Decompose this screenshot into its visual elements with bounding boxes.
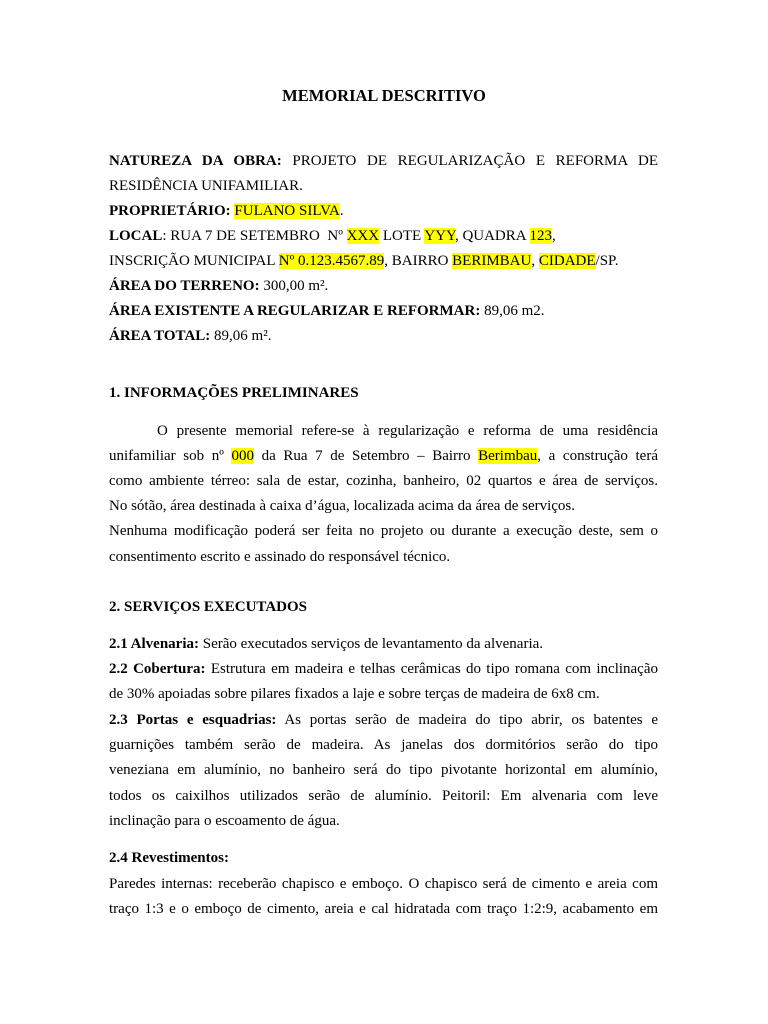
area-total-label: ÁREA TOTAL: xyxy=(109,328,211,344)
item-2-2-line-1 xyxy=(109,659,658,679)
item-2-3-text-1: As portas serão de madeira do tipo abrir, os batentes e xyxy=(276,712,658,728)
proprietario-value: FULANO SILVA xyxy=(234,203,340,219)
section-1-p1-line-2 xyxy=(109,446,658,466)
section-1-p2-line-1: Nenhuma modificação poderá ser feita no projeto ou durante a execução deste, sem o xyxy=(109,523,658,539)
item-2-4-label: 2.4 Revestimentos: xyxy=(109,850,229,866)
inscricao-line: INSCRIÇÃO MUNICIPAL Nº 0.123.4567.89, BAIRRO BERIMBAU, CIDADE/SP. xyxy=(109,253,619,269)
area-existente-line xyxy=(109,301,658,321)
item-2-4-line-2: traço 1:3 e o emboço de cimento, areia e cal hidratada com traço 1:2:9, acabamento em xyxy=(109,901,658,917)
item-2-3-line-1 xyxy=(109,710,658,730)
local-line: LOCAL: RUA 7 DE SETEMBRO Nº XXX LOTE YYY, QUADRA 123, xyxy=(109,228,556,244)
item-2-2-text-1: Estrutura em madeira e telhas cerâmicas do tipo romana com inclinação xyxy=(205,661,658,677)
item-2-4-heading xyxy=(109,848,658,868)
local-quadra-label: , QUADRA xyxy=(454,228,530,244)
natureza-line-2: RESIDÊNCIA UNIFAMILIAR. xyxy=(109,178,303,194)
proprietario-label: PROPRIETÁRIO: xyxy=(109,203,231,219)
natureza-line-1 xyxy=(109,151,658,171)
section-2-heading xyxy=(109,597,658,617)
area-total-line xyxy=(109,326,658,346)
proprietario-line: PROPRIETÁRIO: FULANO SILVA. xyxy=(109,203,344,219)
section-1-p1-line-3: como ambiente térreo: sala de estar, cozinha, banheiro, 02 quartos e área de serviços. xyxy=(109,473,658,489)
section-1-heading xyxy=(109,383,658,403)
area-existente-value: 89,06 m2. xyxy=(480,303,545,319)
section-1-p2-line-2: consentimento escrito e assinado do responsável técnico. xyxy=(109,549,451,565)
local-lote-label: LOTE xyxy=(379,228,425,244)
section-1-p1-line-4: No sótão, área destinada à caixa d’água, localizada acima da área de serviços. xyxy=(109,498,576,514)
local-label: LOCAL xyxy=(109,228,163,244)
inscricao-value: Nº 0.123.4567.89 xyxy=(278,253,385,269)
inscricao-label: INSCRIÇÃO MUNICIPAL xyxy=(109,253,279,269)
item-2-2-label: 2.2 Cobertura: xyxy=(109,661,206,677)
local-quadra: 123 xyxy=(529,228,553,244)
area-terreno-value: 300,00 m². xyxy=(259,278,329,294)
cidade-suffix: /SP. xyxy=(595,253,619,269)
p1-text-a: unifamiliar sob nº xyxy=(109,448,232,464)
area-terreno-label: ÁREA DO TERRENO: xyxy=(109,278,260,294)
document-title: MEMORIAL DESCRITIVO xyxy=(282,86,486,105)
item-2-2-line-2: de 30% apoiadas sobre pilares fixados a laje e sobre terças de madeira de 6x8 cm. xyxy=(109,686,600,702)
section-1-p1-line-1: O presente memorial refere-se à regularização e reforma de uma residência xyxy=(157,423,658,439)
item-2-4-line-1: Paredes internas: receberão chapisco e emboço. O chapisco será de cimento e areia com xyxy=(109,876,658,892)
item-2-3-line-4: todos os caixilhos utilizados serão de alumínio. Peitoril: Em alvenaria com leve xyxy=(109,788,658,804)
cidade-value: CIDADE xyxy=(538,253,596,269)
p1-bairro: Berimbau xyxy=(478,448,538,464)
area-existente-label: ÁREA EXISTENTE A REGULARIZAR E REFORMAR: xyxy=(109,303,481,319)
p1-text-c: , a construção terá xyxy=(537,448,658,464)
bairro-label: , BAIRRO xyxy=(384,253,453,269)
p1-numero: 000 xyxy=(231,448,254,464)
item-2-1 xyxy=(109,634,658,654)
section-2-heading-text: 2. SERVIÇOS EXECUTADOS xyxy=(109,599,307,615)
local-street: : RUA 7 DE SETEMBRO Nº xyxy=(162,228,347,244)
area-terreno-line xyxy=(109,276,658,296)
area-total-value: 89,06 m². xyxy=(210,328,272,344)
p1-text-b: da Rua 7 de Setembro – Bairro xyxy=(253,448,479,464)
local-numero: XXX xyxy=(346,228,380,244)
local-lote: YYY xyxy=(424,228,455,244)
item-2-3-line-3: veneziana em alumínio, no banheiro será do tipo pivotante horizontal em alumínio, xyxy=(109,762,658,778)
item-2-1-label: 2.1 Alvenaria: xyxy=(109,636,199,652)
item-2-3-label: 2.3 Portas e esquadrias: xyxy=(109,712,277,728)
natureza-label: NATUREZA DA OBRA: xyxy=(109,153,282,169)
bairro-value: BERIMBAU xyxy=(452,253,532,269)
item-2-3-line-2: guarnições também serão de madeira. As janelas dos dormitórios serão do tipo xyxy=(109,737,658,753)
natureza-value: PROJETO DE REGULARIZAÇÃO E REFORMA DE xyxy=(292,153,659,169)
section-1-heading-text: 1. INFORMAÇÕES PRELIMINARES xyxy=(109,385,359,401)
item-2-3-line-5: inclinação para o escoamento de água. xyxy=(109,813,340,829)
item-2-1-text: Serão executados serviços de levantamento da alvenaria. xyxy=(199,636,544,652)
